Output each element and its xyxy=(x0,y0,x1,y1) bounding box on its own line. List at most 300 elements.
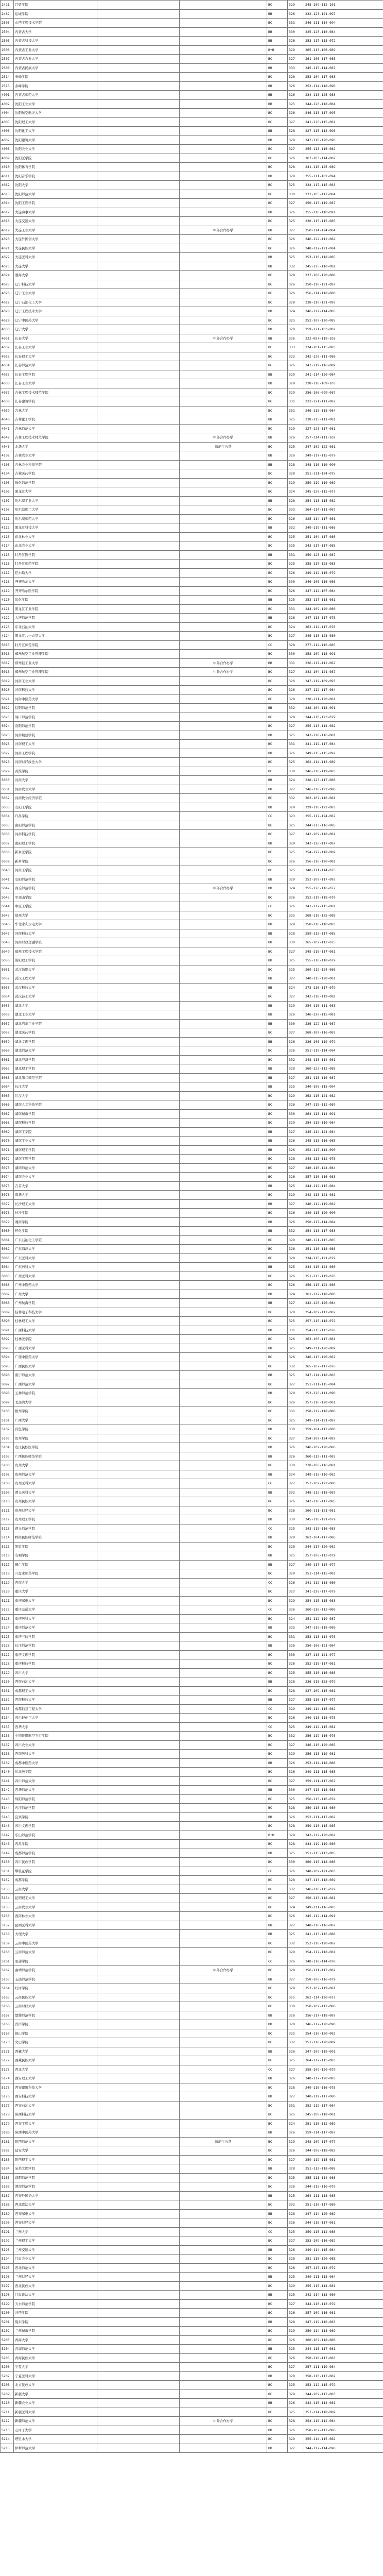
school-name: 商丘师范学院 xyxy=(14,884,97,893)
score-cell: 328 xyxy=(288,460,304,469)
school-code: 5082 xyxy=(1,1245,14,1254)
grade-cell: BC xyxy=(267,830,288,839)
program-note xyxy=(180,920,267,929)
grade-cell: BC xyxy=(267,947,288,956)
grade-cell: BC xyxy=(267,2363,288,2372)
school-code: 5065 xyxy=(1,1091,14,1100)
score-cell: 325 xyxy=(288,181,304,190)
table-row xyxy=(1,767,383,776)
program-note xyxy=(180,1506,267,1515)
grade-cell: BC xyxy=(267,911,288,920)
program-note xyxy=(180,271,267,280)
blank-cell xyxy=(97,2299,180,2309)
table-row xyxy=(1,2335,383,2345)
grade-cell: BB xyxy=(267,172,288,181)
school-code: 5214 xyxy=(1,2435,14,2444)
program-note xyxy=(180,2399,267,2408)
school-name: 云南中医药大学 xyxy=(14,1939,97,1948)
school-name: 西安邮电大学 xyxy=(14,2209,97,2218)
blank-cell xyxy=(97,893,180,902)
school-code: 4027 xyxy=(1,298,14,307)
program-note xyxy=(180,947,267,956)
school-name: 内蒙古民族大学 xyxy=(14,63,97,73)
score-range: 259-110-115-085 xyxy=(304,1822,383,1831)
school-name: 成都理工大学 xyxy=(14,1686,97,1696)
school-name: 内江师范学院 xyxy=(14,1804,97,1813)
school-code: 5172 xyxy=(1,2056,14,2065)
score-range: 255-113-114-082 xyxy=(304,722,383,731)
school-code: 4121 xyxy=(1,604,14,614)
program-note xyxy=(180,1921,267,1930)
score-cell: 332 xyxy=(288,1227,304,1236)
blank-cell xyxy=(97,1750,180,1759)
school-name: 重庆医科大学 xyxy=(14,1614,97,1623)
table-row xyxy=(1,965,383,974)
score-cell: 331 xyxy=(288,658,304,668)
school-code: 4021 xyxy=(1,244,14,253)
school-name: 武汉纺织大学 xyxy=(14,965,97,974)
table-row xyxy=(1,1046,383,1056)
score-cell: 328 xyxy=(288,1542,304,1551)
grade-cell: BB xyxy=(267,658,288,668)
school-name: 湖南城市学院 xyxy=(14,1109,97,1118)
score-cell: 326 xyxy=(288,154,304,163)
score-cell: 331 xyxy=(288,1407,304,1416)
program-note xyxy=(180,938,267,947)
score-cell: 326 xyxy=(288,676,304,686)
table-row xyxy=(1,1497,383,1506)
table-row xyxy=(1,875,383,884)
program-note xyxy=(180,81,267,91)
score-range: 260-107-118-086 xyxy=(304,2335,383,2345)
program-note xyxy=(180,2236,267,2246)
grade-cell: BB xyxy=(267,63,288,73)
school-name: 广州航海学院 xyxy=(14,1299,97,1308)
score-range: 251-112-118-088 xyxy=(304,2164,383,2174)
score-range: 247-114-118-083 xyxy=(304,1371,383,1380)
score-range: 248-117-121-084 xyxy=(304,244,383,253)
blank-cell xyxy=(97,1353,180,1362)
blank-cell xyxy=(97,1145,180,1155)
grade-cell: BB xyxy=(267,1560,288,1569)
score-cell: 326 xyxy=(288,81,304,91)
table-row xyxy=(1,1443,383,1452)
table-row xyxy=(1,614,383,623)
score-range: 245-110-121-079 xyxy=(304,1515,383,1524)
score-range: 250-113-119-087 xyxy=(304,199,383,208)
table-row xyxy=(1,1155,383,1164)
score-range: 259-119-115-081 xyxy=(304,2155,383,2164)
table-row xyxy=(1,1704,383,1714)
school-code: 5089 xyxy=(1,1308,14,1317)
program-note xyxy=(180,686,267,695)
grade-cell: BB xyxy=(267,27,288,37)
score-cell: 328 xyxy=(288,2209,304,2218)
table-row xyxy=(1,451,383,461)
school-code: 5075 xyxy=(1,1181,14,1191)
school-code: 5200 xyxy=(1,2309,14,2318)
score-range: 246-110-123-080 xyxy=(304,632,383,641)
grade-cell: BC xyxy=(267,1281,288,1290)
program-note xyxy=(180,1740,267,1750)
school-code: 5042 xyxy=(1,884,14,893)
score-cell: 329 xyxy=(288,1389,304,1398)
school-code: 5139 xyxy=(1,1758,14,1768)
school-name: 内蒙古农业大学 xyxy=(14,55,97,64)
school-code: 5115 xyxy=(1,1542,14,1551)
school-code: 5099 xyxy=(1,1398,14,1407)
score-range: 249-115-115-092 xyxy=(304,749,383,758)
score-range: 260-122-113-088 xyxy=(304,1064,383,1074)
grade-cell: BC xyxy=(267,604,288,614)
grade-cell: BC xyxy=(267,1028,288,1038)
score-cell: 326 xyxy=(288,2011,304,2020)
score-cell: 329 xyxy=(288,2137,304,2146)
blank-cell xyxy=(97,550,180,560)
blank-cell xyxy=(97,983,180,992)
school-name: 新疆医科大学 xyxy=(14,2408,97,2417)
table-row xyxy=(1,298,383,307)
school-code: 4112 xyxy=(1,523,14,533)
grade-cell: BC xyxy=(267,469,288,479)
program-note xyxy=(180,1155,267,1164)
score-cell: 329 xyxy=(288,2389,304,2399)
program-note xyxy=(180,2363,267,2372)
score-range: 252-119-118-079 xyxy=(304,893,383,902)
program-note xyxy=(180,1497,267,1506)
program-note: 中外合作办学 xyxy=(180,334,267,343)
blank-cell xyxy=(97,199,180,208)
score-range: 244-116-117-081 xyxy=(304,2345,383,2354)
score-cell: 327 xyxy=(288,2155,304,2164)
blank-cell xyxy=(97,1362,180,1371)
school-name: 西安工程大学 xyxy=(14,2119,97,2128)
table-row xyxy=(1,1993,383,2002)
school-name: 河南城建学院 xyxy=(14,731,97,740)
school-name: 辽宁大学 xyxy=(14,325,97,334)
table-row xyxy=(1,2309,383,2318)
school-code: 5192 xyxy=(1,2236,14,2246)
blank-cell xyxy=(97,2281,180,2291)
program-note xyxy=(180,1867,267,1876)
score-cell: 327 xyxy=(288,1587,304,1597)
program-note xyxy=(180,1389,267,1398)
table-row xyxy=(1,2146,383,2156)
school-name: 成都师范学院 xyxy=(14,1849,97,1858)
score-cell: 328 xyxy=(288,2020,304,2029)
table-row xyxy=(1,1263,383,1272)
table-row xyxy=(1,37,383,46)
table-row xyxy=(1,1199,383,1209)
score-cell: 328 xyxy=(288,2317,304,2327)
grade-cell: BC xyxy=(267,2299,288,2309)
score-cell: 326 xyxy=(288,1137,304,1146)
school-name: 延安大学 xyxy=(14,2146,97,2156)
grade-cell: BB xyxy=(267,785,288,794)
grade-cell: BB xyxy=(267,379,288,388)
program-note xyxy=(180,2309,267,2318)
blank-cell xyxy=(97,2038,180,2047)
program-note xyxy=(180,2083,267,2092)
score-range: 244-110-123-079 xyxy=(304,713,383,722)
grade-cell: BC xyxy=(267,1461,288,1470)
blank-cell xyxy=(97,884,180,893)
program-note xyxy=(180,235,267,244)
score-cell: 329 xyxy=(288,379,304,388)
school-code: 5127 xyxy=(1,1650,14,1659)
school-code: 5098 xyxy=(1,1389,14,1398)
score-range: 248-109-117-077 xyxy=(304,2137,383,2146)
blank-cell xyxy=(97,2291,180,2300)
program-note xyxy=(180,1452,267,1461)
grade-cell: B+B xyxy=(267,1831,288,1840)
school-code: 4117 xyxy=(1,568,14,578)
score-range: 273-116-117-079 xyxy=(304,983,383,992)
score-cell: 329 xyxy=(288,1001,304,1010)
blank-cell xyxy=(97,117,180,127)
blank-cell xyxy=(97,676,180,686)
grade-cell: BC xyxy=(267,190,288,199)
score-cell: 326 xyxy=(288,1217,304,1227)
school-code: 5191 xyxy=(1,2227,14,2236)
table-row xyxy=(1,1380,383,1389)
school-code: 5199 xyxy=(1,2299,14,2309)
grade-cell: BC xyxy=(267,632,288,641)
table-row xyxy=(1,99,383,109)
score-cell: 327 xyxy=(288,1380,304,1389)
school-code: 5049 xyxy=(1,947,14,956)
school-name: 西藏民族大学 xyxy=(14,2056,97,2065)
school-name: 湖北第二师范学院 xyxy=(14,1073,97,1082)
program-note xyxy=(180,478,267,487)
table-row xyxy=(1,1118,383,1128)
school-name: 西南大学 xyxy=(14,1578,97,1587)
school-code: 5184 xyxy=(1,2164,14,2174)
school-code: 4046 xyxy=(1,442,14,451)
blank-cell xyxy=(97,1209,180,1218)
table-row xyxy=(1,947,383,956)
grade-cell: BC xyxy=(267,244,288,253)
score-cell: 328 xyxy=(288,1840,304,1849)
table-row xyxy=(1,1362,383,1371)
school-name: 新乡医学院 xyxy=(14,848,97,857)
program-note xyxy=(180,370,267,379)
school-name: 贵州财经大学 xyxy=(14,1506,97,1515)
blank-cell xyxy=(97,839,180,848)
grade-cell: BC xyxy=(267,73,288,82)
school-name: 伊犁师范大学 xyxy=(14,2444,97,2453)
table-row xyxy=(1,1191,383,1200)
score-range: 247-119-109-093 xyxy=(304,676,383,686)
score-range: 247-114-120-089 xyxy=(304,2209,383,2218)
program-note xyxy=(180,154,267,163)
score-cell: 328 xyxy=(288,1155,304,1164)
school-code: 5154 xyxy=(1,1894,14,1903)
score-cell: 327 xyxy=(288,1975,304,1984)
school-code: 4032 xyxy=(1,343,14,352)
grade-cell: BB xyxy=(267,208,288,217)
school-code: 5062 xyxy=(1,1064,14,1074)
program-note xyxy=(180,19,267,28)
program-note xyxy=(180,73,267,82)
school-name: 河南科技大学 xyxy=(14,929,97,938)
score-range: 241-119-117-084 xyxy=(304,740,383,749)
grade-cell: BC xyxy=(267,2173,288,2182)
blank-cell xyxy=(97,514,180,523)
score-cell: 326 xyxy=(288,1758,304,1768)
school-name: 黔南民族师范学院 xyxy=(14,1533,97,1543)
blank-cell xyxy=(97,1452,180,1461)
school-name: 齐齐哈尔大学 xyxy=(14,578,97,587)
score-cell: 325 xyxy=(288,1551,304,1561)
school-name: 陇东学院 xyxy=(14,2317,97,2327)
school-code: 5137 xyxy=(1,1740,14,1750)
school-code: 5105 xyxy=(1,1452,14,1461)
blank-cell xyxy=(97,1191,180,1200)
school-name: 长春建筑学院 xyxy=(14,397,97,406)
program-note xyxy=(180,2191,267,2200)
blank-cell xyxy=(97,1659,180,1669)
score-cell: 328 xyxy=(288,713,304,722)
school-code: 5156 xyxy=(1,1912,14,1921)
score-cell: 326 xyxy=(288,1812,304,1822)
score-range: 246-118-118-084 xyxy=(304,406,383,415)
school-name: 牡丹江师范学院 xyxy=(14,640,97,650)
grade-cell: BB xyxy=(267,9,288,19)
table-row xyxy=(1,1317,383,1326)
program-note: 中外合作办学 xyxy=(180,668,267,677)
school-name: 长春工程学院 xyxy=(14,370,97,379)
score-cell: 325 xyxy=(288,1416,304,1425)
school-name: 内蒙古师范大学 xyxy=(14,91,97,100)
grade-cell: BB xyxy=(267,262,288,271)
school-name: 广东海洋大学 xyxy=(14,1245,97,1254)
program-note xyxy=(180,2263,267,2273)
school-name: 江汉大学 xyxy=(14,1091,97,1100)
school-code: 5152 xyxy=(1,1876,14,1885)
score-range: 234-101-115-083 xyxy=(304,343,383,352)
school-code: 5176 xyxy=(1,2092,14,2102)
score-range: 236-108-119-079 xyxy=(304,1037,383,1046)
school-code: 5194 xyxy=(1,2255,14,2264)
score-cell: 328 xyxy=(288,2164,304,2174)
school-code: 5053 xyxy=(1,983,14,992)
score-cell: 327 xyxy=(288,668,304,677)
blank-cell xyxy=(97,713,180,722)
table-row xyxy=(1,803,383,812)
table-row xyxy=(1,722,383,731)
blank-cell xyxy=(97,1704,180,1714)
table-row xyxy=(1,1299,383,1308)
score-range: 244-109-120-080 xyxy=(304,604,383,614)
grade-cell: BC xyxy=(267,668,288,677)
score-cell: 329 xyxy=(288,370,304,379)
grade-cell: BC xyxy=(267,442,288,451)
table-row xyxy=(1,2399,383,2408)
school-name: 桂林电子科技大学 xyxy=(14,1308,97,1317)
school-code: 5149 xyxy=(1,1849,14,1858)
blank-cell xyxy=(97,2236,180,2246)
table-row xyxy=(1,694,383,704)
score-cell: 330 xyxy=(288,1109,304,1118)
table-row xyxy=(1,1217,383,1227)
score-cell: 324 xyxy=(288,1903,304,1912)
blank-cell xyxy=(97,1758,180,1768)
score-range: 246-110-115-079 xyxy=(304,1885,383,1894)
school-code: 5095 xyxy=(1,1362,14,1371)
score-cell: 327 xyxy=(288,1163,304,1173)
score-range: 245-118-117-081 xyxy=(304,947,383,956)
table-row xyxy=(1,1840,383,1849)
score-range: 257-108-113-079 xyxy=(304,1551,383,1561)
table-row xyxy=(1,1578,383,1587)
score-range: 254-109-112-087 xyxy=(304,1308,383,1317)
score-cell: 328 xyxy=(288,298,304,307)
table-row xyxy=(1,758,383,767)
school-name: 南阳理工学院 xyxy=(14,839,97,848)
blank-cell xyxy=(97,1804,180,1813)
table-row xyxy=(1,1145,383,1155)
school-name: 陕西中医药大学 xyxy=(14,2128,97,2138)
program-note xyxy=(180,776,267,785)
program-note xyxy=(180,117,267,127)
grade-cell: BB xyxy=(267,226,288,235)
program-note xyxy=(180,1524,267,1533)
score-range: 246-110-119-083 xyxy=(304,767,383,776)
school-name: 黑龙江科技大学 xyxy=(14,523,97,533)
score-cell: 324 xyxy=(288,487,304,497)
grade-cell: BC xyxy=(267,1380,288,1389)
school-code: 5021 xyxy=(1,694,14,704)
program-note xyxy=(180,767,267,776)
grade-cell: BC xyxy=(267,2281,288,2291)
blank-cell xyxy=(97,2444,180,2453)
blank-cell xyxy=(97,2137,180,2146)
program-note xyxy=(180,1533,267,1543)
program-note xyxy=(180,325,267,334)
grade-cell: BC xyxy=(267,2029,288,2038)
score-cell: 333 xyxy=(288,505,304,515)
grade-cell: BC xyxy=(267,1155,288,1164)
table-row xyxy=(1,361,383,370)
score-cell: 328 xyxy=(288,929,304,938)
table-row xyxy=(1,1235,383,1245)
grade-cell: B+B xyxy=(267,45,288,55)
program-note xyxy=(180,487,267,497)
grade-cell: BC xyxy=(267,199,288,208)
score-cell: 327 xyxy=(288,55,304,64)
school-code: 5030 xyxy=(1,776,14,785)
score-cell: 326 xyxy=(288,1452,304,1461)
grade-cell: BC xyxy=(267,361,288,370)
table-row xyxy=(1,2327,383,2336)
table-row xyxy=(1,1930,383,1939)
blank-cell xyxy=(97,1227,180,1236)
school-code: 5077 xyxy=(1,1199,14,1209)
school-code: 4026 xyxy=(1,289,14,298)
score-cell: 327 xyxy=(288,1740,304,1750)
score-cell: 327 xyxy=(288,1028,304,1038)
program-note xyxy=(180,2092,267,2102)
score-range: 251-112-119-087 xyxy=(304,1614,383,1623)
table-row xyxy=(1,1308,383,1317)
table-row xyxy=(1,1740,383,1750)
table-row xyxy=(1,397,383,406)
score-cell: 325 xyxy=(288,848,304,857)
program-note xyxy=(180,1732,267,1741)
grade-cell: BC xyxy=(267,55,288,64)
school-name: 吉林工程技术师范学院 xyxy=(14,433,97,443)
